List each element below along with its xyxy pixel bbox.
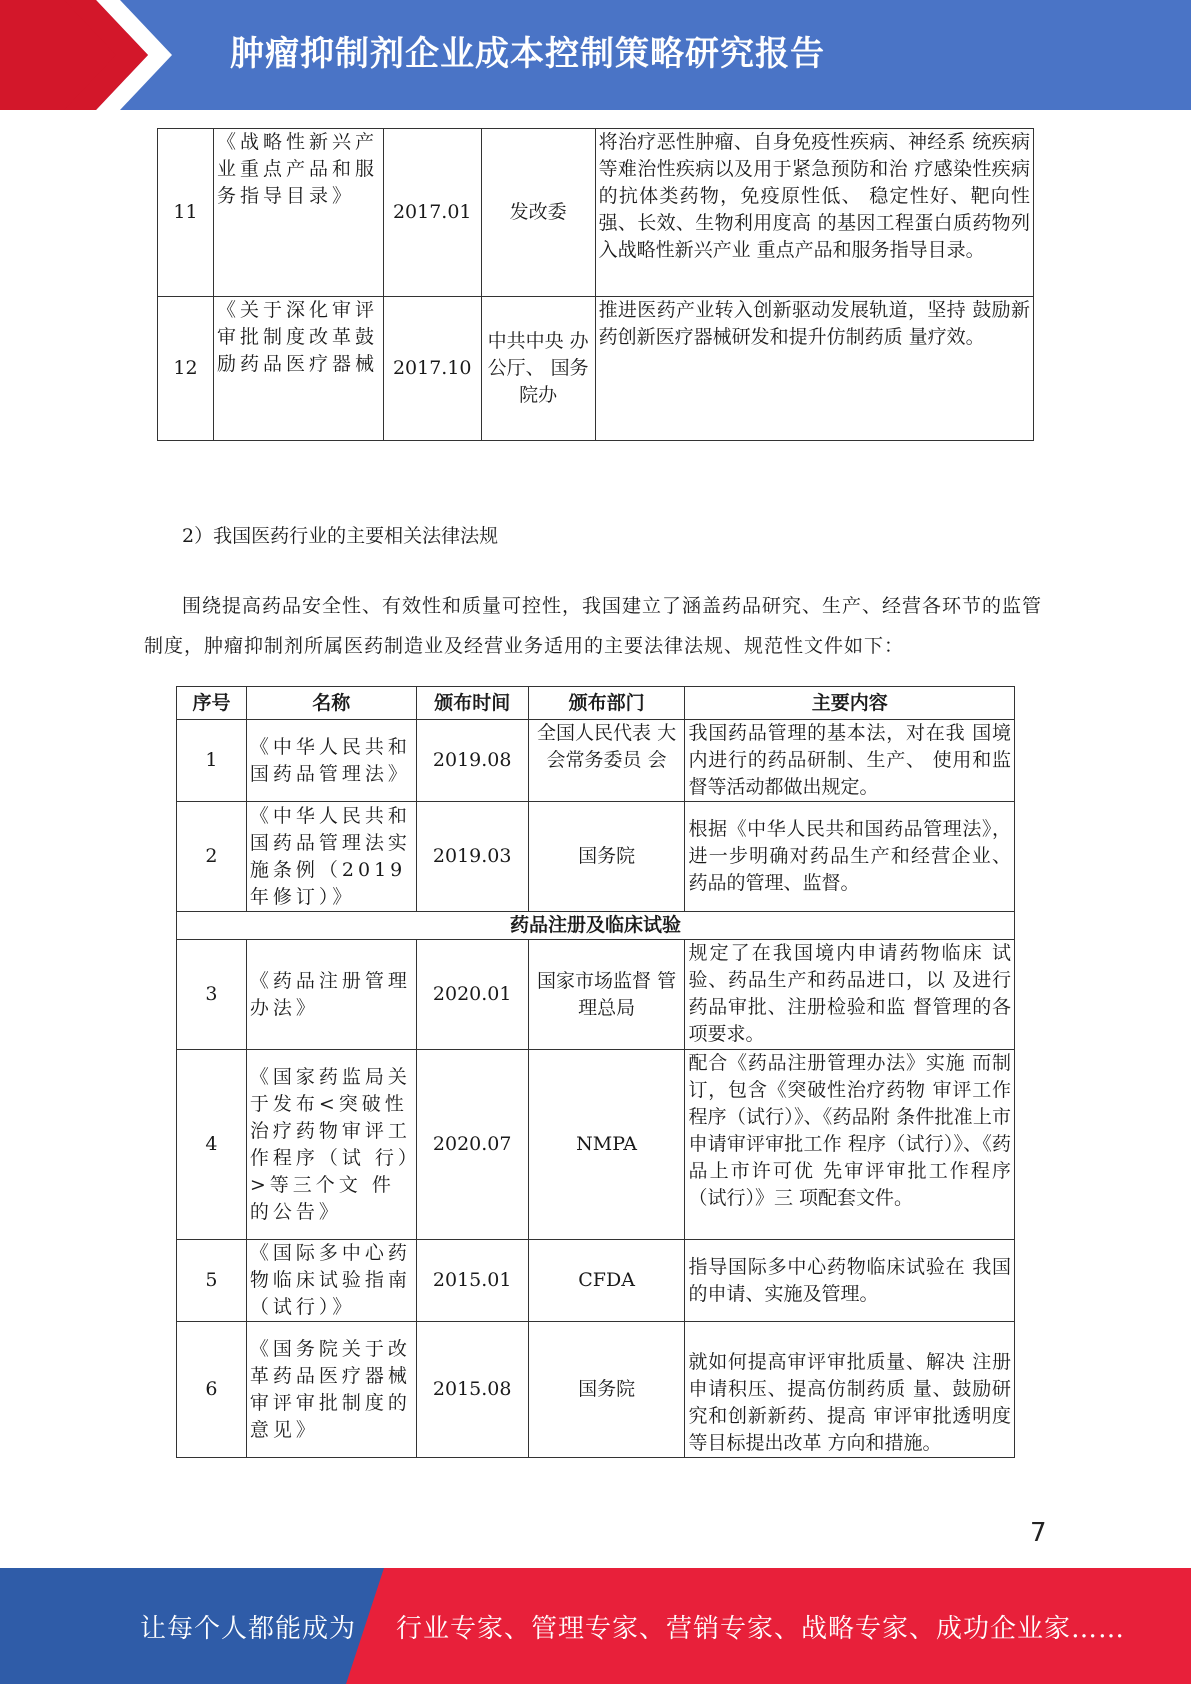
row-number: 1 bbox=[177, 720, 247, 802]
body-paragraph: 围绕提高药品安全性、有效性和质量可控性，我国建立了涵盖药品研究、生产、经营各环节的监管制度，肿瘤抑制剂所属医药制造业及经营业务适用的主要法律法规、规范性文件如下： bbox=[144, 595, 1043, 657]
main-content: 规定了在我国境内申请药物临床 试验、药品生产和药品进口，以 及进行药品审批、注册检验和监 督管理的各项要求。 bbox=[685, 940, 1015, 1050]
row-number: 6 bbox=[177, 1322, 247, 1458]
doc-name: 《中华人民共和国药品管理法实施条例（2019年修订）》 bbox=[246, 802, 416, 912]
issue-date: 2020.01 bbox=[416, 940, 528, 1050]
issue-date: 2015.08 bbox=[416, 1322, 528, 1458]
header-number: 序号 bbox=[177, 687, 247, 720]
issuing-dept: 中共中央 办公厅、 国务院办 bbox=[481, 297, 595, 441]
main-content: 配合《药品注册管理办法》实施 而制订，包含《突破性治疗药物 审评工作程序（试行）》、《药品附 条件批准上市申请审评审批工作 程序（试行）》、《药品上市许可优 先审评审批工作程序（试行）》三 项配套文件。 bbox=[685, 1050, 1015, 1240]
row-number: 3 bbox=[177, 940, 247, 1050]
issue-date: 2019.08 bbox=[416, 720, 528, 802]
header-content: 主要内容 bbox=[685, 687, 1015, 720]
policy-table-continued bbox=[157, 128, 1034, 441]
footer-slogan-left: 让每个人都能成为 bbox=[140, 1614, 357, 1644]
doc-name: 《战略性新兴产业重点产品和服务指导目录》 bbox=[213, 129, 383, 297]
issue-date: 2017.01 bbox=[383, 129, 481, 297]
report-title: 肿瘤抑制剂企业成本控制策略研究报告 bbox=[230, 34, 825, 74]
issuing-dept: 国务院 bbox=[528, 1322, 685, 1458]
doc-name: 《中华人民共和国药品管理法》 bbox=[246, 720, 416, 802]
table-row bbox=[177, 1240, 1015, 1322]
page-number: 7 bbox=[1030, 1518, 1047, 1548]
main-content: 根据《中华人民共和国药品管理法》，进一步明确对药品生产和经营企业、药品的管理、监督。 bbox=[685, 802, 1015, 912]
table-row bbox=[158, 297, 1034, 441]
section-label: 药品注册及临床试验 bbox=[177, 912, 1015, 940]
main-content: 指导国际多中心药物临床试验在 我国的申请、实施及管理。 bbox=[685, 1240, 1015, 1322]
issuing-dept: 国务院 bbox=[528, 802, 685, 912]
issuing-dept: 发改委 bbox=[481, 129, 595, 297]
row-number: 11 bbox=[158, 129, 214, 297]
table-row bbox=[158, 129, 1034, 297]
doc-name: 《药品注册管理办法》 bbox=[246, 940, 416, 1050]
table-row bbox=[177, 940, 1015, 1050]
issuing-dept: NMPA bbox=[528, 1050, 685, 1240]
main-content: 我国药品管理的基本法，对在我 国境内进行的药品研制、生产、 使用和监督等活动都做出规定。 bbox=[685, 720, 1015, 802]
main-content: 就如何提高审评审批质量、解决 注册申请积压、提高仿制药质 量、鼓励研究和创新新药、提高 审评审批透明度等目标提出改革 方向和措施。 bbox=[685, 1322, 1015, 1458]
issue-date: 2020.07 bbox=[416, 1050, 528, 1240]
doc-name: 《国际多中心药物临床试验指南（试行）》 bbox=[246, 1240, 416, 1322]
table-header-row bbox=[177, 687, 1015, 720]
row-number: 12 bbox=[158, 297, 214, 441]
issue-date: 2019.03 bbox=[416, 802, 528, 912]
table-row bbox=[177, 1050, 1015, 1240]
issuing-dept: CFDA bbox=[528, 1240, 685, 1322]
regulations-table bbox=[176, 686, 1015, 1458]
header-date: 颁布时间 bbox=[416, 687, 528, 720]
issuing-dept: 国家市场监督 管理总局 bbox=[528, 940, 685, 1050]
page-footer bbox=[0, 1568, 1191, 1684]
page-header bbox=[0, 0, 1191, 110]
section-heading: 2）我国医药行业的主要相关法律法规 bbox=[182, 525, 499, 547]
header-name: 名称 bbox=[246, 687, 416, 720]
row-number: 2 bbox=[177, 802, 247, 912]
doc-name: 《国家药监局关于发布<突破性 治疗药物审评工 作程序（试 行）>等三个文 件的公告》 bbox=[246, 1050, 416, 1240]
main-content: 将治疗恶性肿瘤、自身免疫性疾病、神经系 统疾病等难治性疾病以及用于紧急预防和治 疗感染性疾病的抗体类药物，免疫原性低、 稳定性好、靶向性强、长效、生物利用度高 的基因工程蛋白质药物列入战略性新兴产业 重点产品和服务指导目录。 bbox=[595, 129, 1033, 297]
table-row bbox=[177, 802, 1015, 912]
issue-date: 2017.10 bbox=[383, 297, 481, 441]
doc-name: 《关于深化审评审批制度改革鼓励药品医疗器械 bbox=[213, 297, 383, 441]
table-row bbox=[177, 1322, 1015, 1458]
issue-date: 2015.01 bbox=[416, 1240, 528, 1322]
row-number: 4 bbox=[177, 1050, 247, 1240]
header-dept: 颁布部门 bbox=[528, 687, 685, 720]
issuing-dept: 全国人民代表 大会常务委员 会 bbox=[528, 720, 685, 802]
footer-slogan-right: 行业专家、管理专家、营销专家、战略专家、成功企业家…… bbox=[396, 1614, 1126, 1644]
table-row bbox=[177, 720, 1015, 802]
doc-name: 《国务院关于改革药品医疗器械审评审批制度的意见》 bbox=[246, 1322, 416, 1458]
main-content: 推进医药产业转入创新驱动发展轨道，坚持 鼓励新药创新医疗器械研发和提升仿制药质 量疗效。 bbox=[595, 297, 1033, 441]
row-number: 5 bbox=[177, 1240, 247, 1322]
section-row bbox=[177, 912, 1015, 940]
